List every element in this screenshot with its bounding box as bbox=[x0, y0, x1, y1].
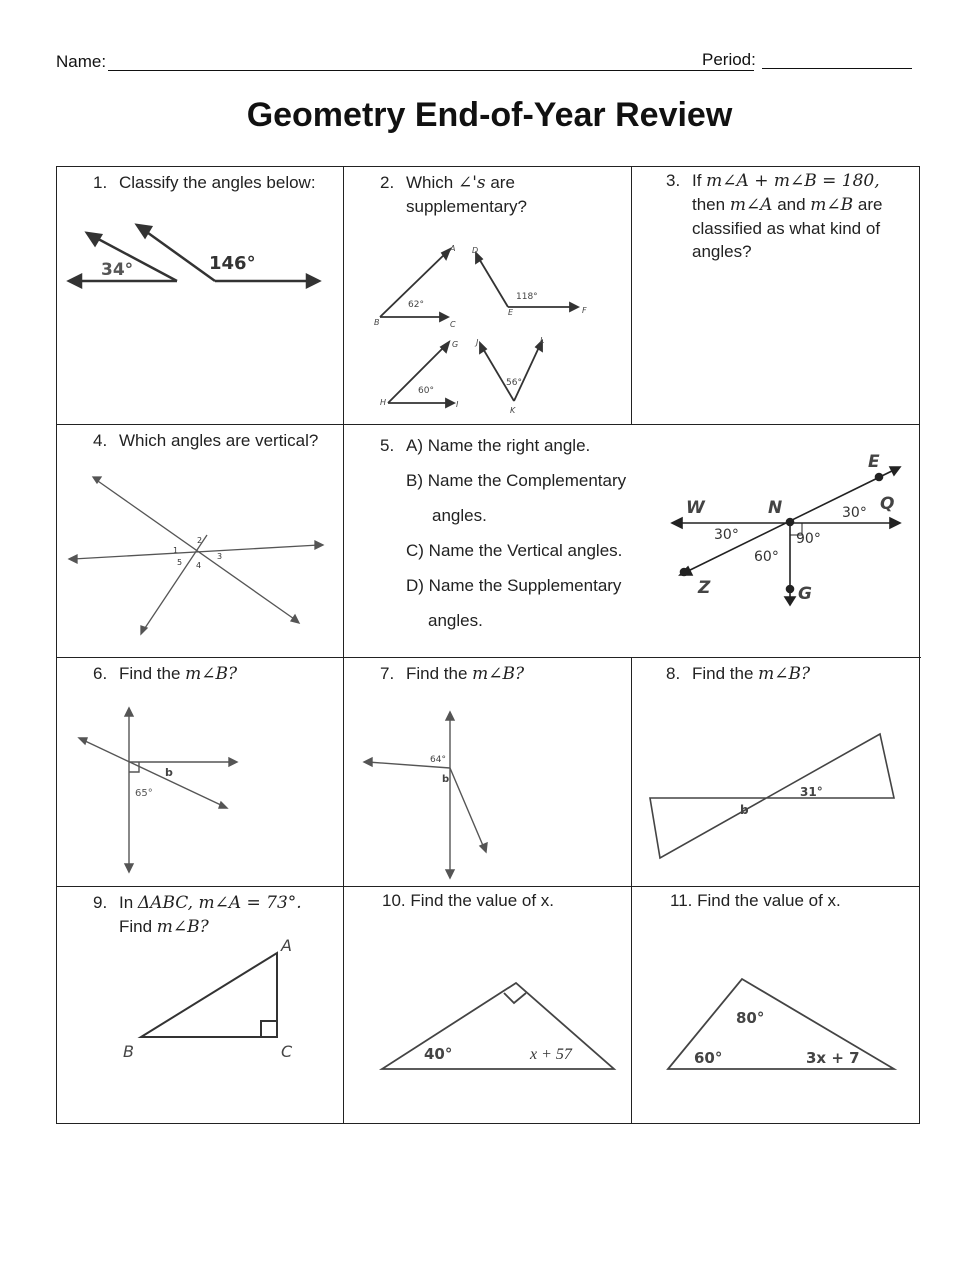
question-6: 6. Find the m∠B? bbox=[93, 664, 238, 684]
svg-text:C: C bbox=[281, 1042, 293, 1061]
q5-figure bbox=[344, 425, 921, 658]
question-11-cell bbox=[632, 887, 919, 1123]
svg-text:N: N bbox=[768, 498, 783, 518]
svg-text:65°: 65° bbox=[135, 788, 153, 799]
q1-figure bbox=[57, 167, 344, 425]
svg-text:60°: 60° bbox=[694, 1049, 723, 1067]
question-7-cell bbox=[344, 658, 632, 887]
q1-ray-right-arm bbox=[137, 225, 215, 281]
q4-figure bbox=[57, 425, 344, 658]
question-1: 1. Classify the angles below: bbox=[93, 173, 316, 192]
question-6-cell bbox=[57, 658, 344, 887]
svg-text:3x + 7: 3x + 7 bbox=[806, 1049, 860, 1067]
svg-text:b: b bbox=[165, 766, 173, 779]
svg-text:L: L bbox=[540, 336, 545, 345]
svg-text:K: K bbox=[510, 406, 516, 415]
svg-text:b: b bbox=[442, 774, 450, 785]
svg-text:Q: Q bbox=[880, 494, 895, 514]
q6-figure bbox=[57, 658, 344, 887]
svg-text:C: C bbox=[450, 320, 456, 329]
question-2: 2. Which ∠'s are supplementary? bbox=[380, 173, 527, 216]
q2-angle-60: 60° bbox=[418, 386, 434, 396]
svg-text:A: A bbox=[281, 936, 292, 955]
question-9: 9. In ΔABC, m∠A = 73°. Find m∠B? bbox=[93, 893, 302, 937]
svg-text:64°: 64° bbox=[430, 755, 446, 765]
question-grid bbox=[56, 166, 920, 1124]
q8-figure bbox=[632, 658, 919, 887]
svg-text:80°: 80° bbox=[736, 1009, 765, 1027]
svg-text:J: J bbox=[476, 338, 479, 347]
question-7: 7. Find the m∠B? bbox=[380, 664, 525, 684]
svg-text:I: I bbox=[456, 400, 459, 409]
svg-text:31°: 31° bbox=[800, 785, 823, 799]
question-10: 10. Find the value of x. bbox=[382, 891, 555, 910]
page-title: Geometry End-of-Year Review bbox=[246, 96, 733, 134]
q2-angle-56: 56° bbox=[506, 378, 522, 388]
svg-text:Z: Z bbox=[698, 578, 711, 598]
question-4: 4. Which angles are vertical? bbox=[93, 431, 319, 450]
svg-text:B: B bbox=[374, 318, 380, 327]
question-1-cell bbox=[57, 167, 344, 425]
svg-text:1: 1 bbox=[173, 546, 179, 555]
q9-figure bbox=[57, 887, 344, 1123]
question-10-cell bbox=[344, 887, 632, 1123]
svg-text:b: b bbox=[740, 803, 749, 817]
q7-figure bbox=[344, 658, 632, 887]
svg-text:30°: 30° bbox=[714, 527, 739, 543]
svg-text:D: D bbox=[472, 246, 479, 255]
q2-angle-62: 62° bbox=[408, 300, 424, 310]
svg-text:A: A bbox=[450, 244, 456, 253]
question-9-cell bbox=[57, 887, 344, 1123]
svg-text:E: E bbox=[508, 308, 514, 317]
svg-text:x + 57: x + 57 bbox=[530, 1046, 572, 1063]
name-field[interactable] bbox=[108, 70, 754, 71]
svg-text:G: G bbox=[798, 584, 812, 604]
header bbox=[56, 50, 916, 76]
svg-text:90°: 90° bbox=[796, 531, 821, 547]
q11-figure bbox=[632, 887, 919, 1123]
q2-angle-118: 118° bbox=[516, 292, 538, 302]
svg-text:4: 4 bbox=[196, 561, 202, 570]
svg-text:H: H bbox=[380, 398, 387, 407]
question-2-cell bbox=[344, 167, 632, 425]
question-3-cell bbox=[632, 167, 919, 425]
svg-text:30°: 30° bbox=[842, 505, 867, 521]
svg-text:G: G bbox=[452, 340, 459, 349]
svg-text:W: W bbox=[686, 498, 705, 518]
question-5-cell bbox=[344, 425, 921, 658]
svg-text:B: B bbox=[123, 1042, 134, 1061]
q1-angle-34: 34° bbox=[101, 260, 134, 280]
question-5: 5. A) Name the right angle. B) Name the Complementary angles. C) Name the Vertical angles. D) Name the Supplementary angles. bbox=[380, 436, 627, 630]
question-11: 11. Find the value of x. bbox=[670, 891, 841, 910]
svg-text:60°: 60° bbox=[754, 549, 779, 565]
svg-text:E: E bbox=[868, 452, 880, 472]
svg-text:F: F bbox=[582, 306, 587, 315]
name-label: Name: bbox=[56, 52, 107, 71]
svg-text:5: 5 bbox=[177, 558, 183, 567]
svg-text:3: 3 bbox=[217, 552, 223, 561]
period-label: Period: bbox=[702, 50, 756, 69]
svg-text:40°: 40° bbox=[424, 1045, 453, 1063]
q1-angle-146: 146° bbox=[209, 253, 256, 274]
svg-text:2: 2 bbox=[197, 536, 203, 545]
question-8: 8. Find the m∠B? bbox=[666, 664, 811, 684]
period-field[interactable] bbox=[762, 68, 912, 69]
question-4-cell bbox=[57, 425, 344, 658]
question-3: 3. If m∠A + m∠B = 180, then m∠A and m∠B are classified as what kind of angles? bbox=[666, 171, 883, 261]
q2-figure bbox=[344, 167, 632, 425]
question-8-cell bbox=[632, 658, 919, 887]
q10-figure bbox=[344, 887, 632, 1123]
